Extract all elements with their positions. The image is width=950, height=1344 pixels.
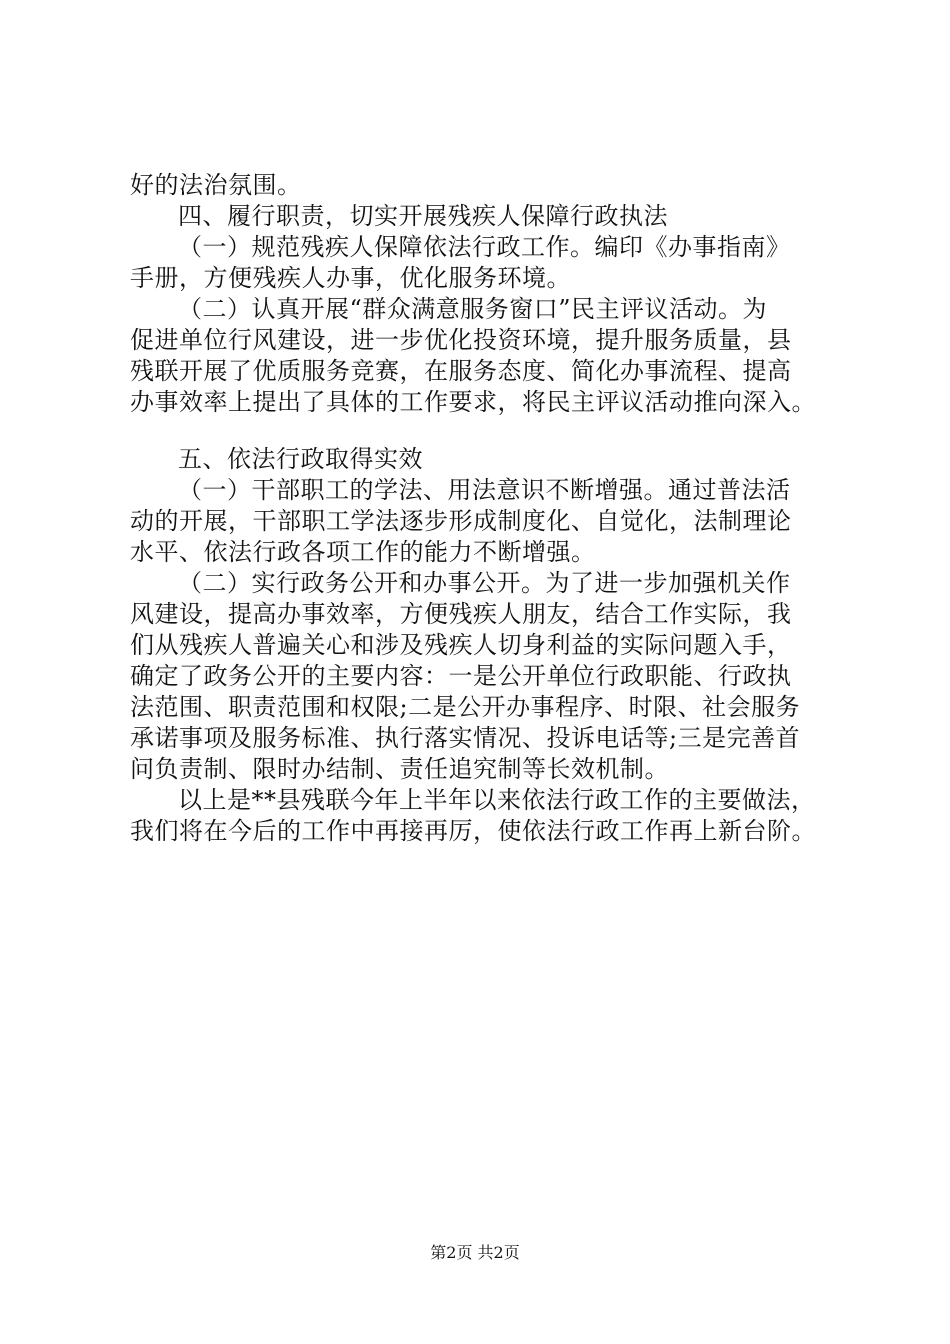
paragraph-group-2: [130, 444, 830, 847]
text-line: （一）干部职工的学法、用法意识不断增强。通过普法活: [178, 476, 791, 504]
text-line: 确定了政务公开的主要内容：一是公开单位行政职能、行政执: [130, 662, 792, 690]
text-line: 问负责制、限时办结制、责任追究制等长效机制。: [130, 755, 669, 783]
text-line: 促进单位行风建设，进一步优化投资环境，提升服务质量，县: [130, 326, 792, 354]
text-line: 四、履行职责，切实开展残疾人保障行政执法: [178, 202, 668, 230]
text-line: 五、依法行政取得实效: [178, 445, 423, 473]
text-line: 动的开展，干部职工学法逐步形成制度化、自觉化，法制理论: [130, 507, 792, 535]
text-line: 以上是**县残联今年上半年以来依法行政工作的主要做法，: [178, 786, 816, 814]
document-body: [130, 170, 830, 847]
text-line: 们从残疾人普遍关心和涉及残疾人切身利益的实际问题入手，: [130, 631, 792, 659]
text-line: 办事效率上提出了具体的工作要求，将民主评议活动推向深入。: [130, 388, 816, 416]
text-line: （二）认真开展“群众满意服务窗口”民主评议活动。为: [178, 295, 768, 323]
text-line: 残联开展了优质服务竞赛，在服务态度、简化办事流程、提高: [130, 357, 792, 385]
text-line: 法范围、职责范围和权限;二是公开办事程序、时限、社会服务: [130, 693, 801, 721]
text-line: （二）实行政务公开和办事公开。为了进一步加强机关作: [178, 569, 791, 597]
text-line: 好的法治氛围。: [130, 171, 302, 199]
paragraph-gap: [130, 418, 830, 444]
page-footer: 第2页 共2页: [430, 1243, 520, 1262]
text-line: （一）规范残疾人保障依法行政工作。编印《办事指南》: [178, 233, 791, 261]
text-line: 水平、依法行政各项工作的能力不断增强。: [130, 538, 596, 566]
paragraph-group-1: [130, 170, 830, 418]
text-line: 我们将在今后的工作中再接再厉，使依法行政工作再上新台阶。: [130, 817, 816, 845]
text-line: 风建设，提高办事效率，方便残疾人朋友，结合工作实际，我: [130, 600, 792, 628]
text-line: 承诺事项及服务标准、执行落实情况、投诉电话等;三是完善首: [130, 724, 801, 752]
text-line: 手册，方便残疾人办事，优化服务环境。: [130, 264, 571, 292]
